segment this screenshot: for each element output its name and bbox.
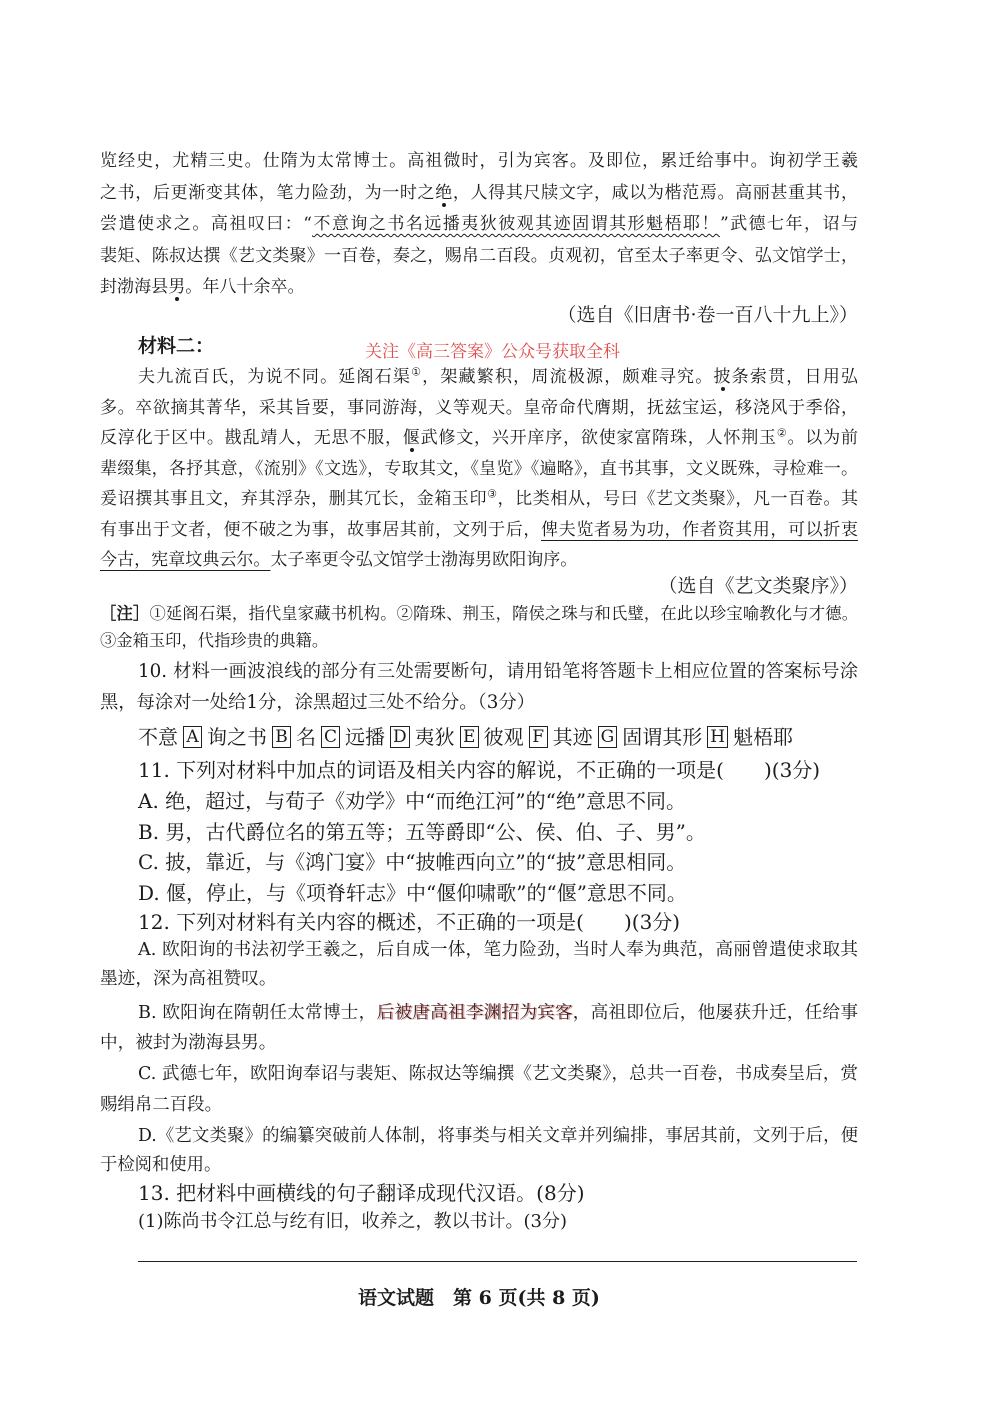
line-text bbox=[100, 151, 858, 171]
text-run: 10. 材料一画波浪线的部分有三处需要断句，请用铅笔将答题卡上相应位置的答案标号涂 bbox=[138, 661, 858, 682]
question-11-option bbox=[138, 878, 858, 909]
break-marker-A: A bbox=[183, 726, 202, 748]
break-option-text: 夷狄 bbox=[414, 725, 455, 749]
text-run: ，高祖即位后，他屡获升迁，任给事 bbox=[572, 1003, 859, 1023]
question-11-option bbox=[138, 786, 858, 817]
line-text bbox=[138, 1003, 858, 1023]
text-run: 赐绢帛二百段。 bbox=[100, 1094, 223, 1115]
line-text bbox=[100, 277, 305, 297]
line-text bbox=[100, 969, 277, 989]
text-run: 之书，后更渐变其体，笔力险劲，为一时之 bbox=[100, 182, 436, 203]
break-option-text: 询之书 bbox=[207, 725, 267, 749]
text-run: 太子率更令弘文馆学士渤海男欧阳询序。 bbox=[270, 550, 578, 570]
text-run: ①延阁石渠，指代皇家藏书机构。②隋珠、荆玉，隋侯之珠与和氏璧，在此以珍宝喻教化与才德。 bbox=[149, 604, 859, 623]
text-run: 。年八十余卒。 bbox=[185, 277, 305, 297]
line-text bbox=[138, 789, 686, 813]
text-run: A. 绝，超过，与荀子《劝学》中“而绝江河”的“绝”意思不同。 bbox=[138, 788, 687, 813]
line-text bbox=[100, 604, 858, 623]
text-run: ③金箱玉印，代指珍贵的典籍。 bbox=[100, 631, 329, 650]
material-2-line bbox=[100, 454, 858, 485]
text-run: 武修文，兴开庠序，欲使家富隋珠，人怀荆玉 bbox=[420, 428, 777, 448]
text-run: D. 偃，停止，与《项脊轩志》中“偃仰啸歌”的“偃”意思不同。 bbox=[138, 881, 687, 905]
option-line bbox=[100, 936, 858, 965]
line-text bbox=[138, 850, 686, 874]
line-text bbox=[100, 550, 577, 570]
text-run: C. 披，靠近，与《鸿门宴》中“披帷西向立”的“披”意思相同。 bbox=[138, 850, 687, 875]
emphasis-dot-char: 绝 bbox=[435, 182, 453, 203]
material-2-line bbox=[100, 545, 858, 576]
break-marker-G: G bbox=[598, 726, 618, 748]
line-text bbox=[100, 398, 858, 418]
break-option-text: 名 bbox=[296, 725, 316, 749]
emphasis-dot-char: 偃 bbox=[402, 428, 421, 448]
break-marker-H: H bbox=[707, 726, 728, 748]
red-watermark-text: 关注《高三答案》公众号获取全科 bbox=[365, 342, 620, 362]
question-13-item-1: (1)陈尚书令江总与纥有旧，收养之，教以书计。(3分) bbox=[138, 1211, 567, 1232]
question-10-line bbox=[100, 656, 858, 687]
material-2-source: （选自《艺文类聚序》） bbox=[658, 575, 858, 597]
text-run: 爰诏撰其事且文，弃其浮杂，删其冗长，金箱玉印 bbox=[100, 489, 488, 509]
text-run: B. 男，古代爵位名的第五等；五等爵即“公、侯、伯、子、男”。 bbox=[138, 819, 706, 844]
text-run: 墨迹，深为高祖赞叹。 bbox=[100, 968, 277, 989]
line-text bbox=[100, 428, 858, 448]
text-run: 于检阅和使用。 bbox=[100, 1154, 222, 1175]
underlined-sentence: 俾夫览者易为功，作者资其用，可以折衷 bbox=[541, 519, 858, 540]
material-2-line bbox=[100, 423, 858, 454]
footnote-marker: ③ bbox=[487, 487, 498, 501]
line-text bbox=[100, 1033, 276, 1053]
text-run: 有事出于文者，便不破之为事，故事居其前，文列于后， bbox=[100, 519, 542, 540]
underlined-sentence: 今古，宪章坟典云尔。 bbox=[100, 550, 271, 570]
break-marker-D: D bbox=[390, 726, 410, 748]
question-13-stem: 13. 把材料中画横线的句子翻译成现代汉语。(8分) bbox=[138, 1181, 585, 1205]
break-marker-B: B bbox=[272, 726, 291, 748]
material-2-line bbox=[100, 362, 858, 393]
text-run: 中，被封为渤海县男。 bbox=[100, 1033, 277, 1053]
break-option-text: 魁梧耶 bbox=[733, 725, 794, 749]
material-2-passage bbox=[100, 362, 858, 576]
line-text bbox=[138, 1064, 858, 1084]
red-overprint-text: 后被唐高祖李渊招为宾客 bbox=[376, 1003, 573, 1023]
question-11-option bbox=[138, 847, 858, 878]
material-2-line bbox=[100, 515, 858, 546]
footnote-marker: ② bbox=[776, 426, 788, 440]
text-run: 黑，每涂对一处给1分，涂黑超过三处不给分。（3分） bbox=[100, 692, 535, 713]
option-line bbox=[100, 998, 858, 1028]
line-text bbox=[138, 367, 858, 387]
text-run: 多。卒欲摘其菁华，采其旨要，事同游海，义等观天。皇帝命代膺期，抚兹宝运，移浇风于季俗， bbox=[100, 397, 858, 418]
question-10-line bbox=[100, 687, 858, 718]
line-text bbox=[100, 489, 858, 509]
break-marker-F: F bbox=[529, 726, 548, 748]
material-1-line bbox=[100, 146, 858, 178]
question-12-option-b bbox=[100, 998, 858, 1058]
text-run: A. 欧阳询的书法初学王羲之，后自成一体，笔力险劲，当时人奉为典范，高丽曾遣使求取其 bbox=[138, 939, 858, 960]
question-11-options bbox=[138, 786, 858, 909]
material-1-line bbox=[100, 272, 858, 304]
question-11-option bbox=[138, 817, 858, 848]
page-footer: 语文试题 第 6 页(共 8 页) bbox=[358, 1287, 600, 1309]
line-text bbox=[100, 183, 858, 203]
text-run: 。以为前 bbox=[787, 428, 858, 448]
emphasis-dot-char: 披 bbox=[713, 367, 732, 387]
material-2-line bbox=[100, 393, 858, 424]
material-1-line bbox=[100, 209, 858, 241]
text-run: 裴矩、陈叔达撰《艺文类聚》一百卷，奏之，赐帛二百段。贞观初，官至太子率更令、弘文馆学士， bbox=[100, 245, 858, 266]
option-line bbox=[100, 1090, 858, 1121]
option-line bbox=[100, 1151, 858, 1180]
question-11-stem: 11. 下列对材料中加点的词语及相关内容的解说，不正确的一项是( )(3分) bbox=[138, 758, 821, 782]
line-text bbox=[100, 1155, 221, 1175]
question-10-break-options bbox=[138, 721, 858, 753]
material-1-line bbox=[100, 178, 858, 210]
note-line bbox=[100, 627, 858, 654]
text-run: 尝遣使求之。高祖叹曰：“ bbox=[100, 214, 312, 234]
note-line bbox=[100, 600, 858, 627]
break-marker-C: C bbox=[321, 726, 340, 748]
footnote-marker: ① bbox=[411, 365, 423, 379]
footer-divider bbox=[138, 1261, 857, 1262]
line-text bbox=[138, 820, 706, 844]
text-run: ，人得其尺牍文字，咸以为楷范焉。高丽甚重其书， bbox=[452, 182, 858, 203]
line-text bbox=[100, 246, 858, 266]
break-option-text: 其迹 bbox=[552, 725, 593, 749]
break-option-text: 彼观 bbox=[483, 725, 524, 749]
question-12-option-c bbox=[100, 1059, 858, 1121]
text-run: ，架藏繁积，周流极源，颇难寻究。 bbox=[422, 367, 714, 387]
option-line bbox=[100, 1059, 858, 1090]
text-run: ”武德七年，诏与 bbox=[719, 214, 858, 234]
material-1-line bbox=[100, 241, 858, 273]
material-2-title: 材料二： bbox=[138, 335, 215, 357]
break-option-text: 固谓其形 bbox=[622, 725, 703, 749]
question-10 bbox=[100, 656, 858, 718]
question-12-stem: 12. 下列对材料有关内容的概述，不正确的一项是( )(3分) bbox=[138, 910, 681, 934]
line-text bbox=[100, 692, 535, 713]
text-run: 夫九流百氏，为说不同。延阁石渠 bbox=[138, 367, 412, 387]
option-line bbox=[100, 1028, 858, 1058]
line-text bbox=[100, 1095, 222, 1115]
break-marker-E: E bbox=[460, 726, 479, 748]
material-2-line bbox=[100, 484, 858, 515]
line-text bbox=[138, 1126, 858, 1146]
line-text bbox=[100, 459, 858, 479]
line-text bbox=[138, 881, 687, 905]
text-run: 览经史，尤精三史。仕隋为太常博士。高祖微时，引为宾客。及即位，累迁给事中。询初学王羲 bbox=[100, 151, 858, 171]
annotation-notes bbox=[100, 600, 858, 654]
line-text bbox=[100, 631, 328, 650]
line-text bbox=[100, 214, 858, 234]
text-run: ，比类相从，号曰《艺文类聚》，凡一百卷。其 bbox=[497, 489, 858, 509]
material-1-passage bbox=[100, 146, 858, 304]
material-1-source: （选自《旧唐书·卷一百八十九上》） bbox=[557, 304, 858, 326]
text-run: 反淳化于区中。戡乱靖人，无思不服， bbox=[100, 428, 403, 448]
text-run: 封渤海县 bbox=[100, 277, 169, 297]
text-run: 条索贯，日用弘 bbox=[731, 367, 858, 387]
text-run: D.《艺文类聚》的编纂突破前人体制，将事类与相关文章并列编排，事居其前，文列于后，便 bbox=[138, 1125, 858, 1146]
text-run: B. 欧阳询在隋朝任太常博士， bbox=[138, 1003, 377, 1023]
question-12-option-d bbox=[100, 1122, 858, 1180]
wavy-underlined-text: 不意询之书名远播夷狄彼观其迹固谓其形魁梧耶！ bbox=[311, 214, 720, 234]
note-label: ［注］ bbox=[100, 604, 150, 623]
question-12-option-a bbox=[100, 936, 858, 994]
break-option-text: 不意 bbox=[138, 725, 178, 749]
text-run: C. 武德七年，欧阳询奉诏与裴矩、陈叔达等编撰《艺文类聚》，总共一百卷，书成奏呈后，赏 bbox=[138, 1063, 858, 1084]
option-line bbox=[100, 965, 858, 994]
option-line bbox=[100, 1122, 858, 1151]
break-option-text: 远播 bbox=[345, 725, 386, 749]
line-text bbox=[138, 940, 858, 960]
text-run: 辈缀集，各抒其意，《流别》《文选》，专取其文，《皇览》《遍略》，直书其事，文义既殊，寻检难一。 bbox=[100, 458, 858, 479]
line-text bbox=[138, 661, 858, 682]
line-text bbox=[100, 520, 858, 540]
emphasis-dot-char: 男 bbox=[168, 277, 186, 297]
